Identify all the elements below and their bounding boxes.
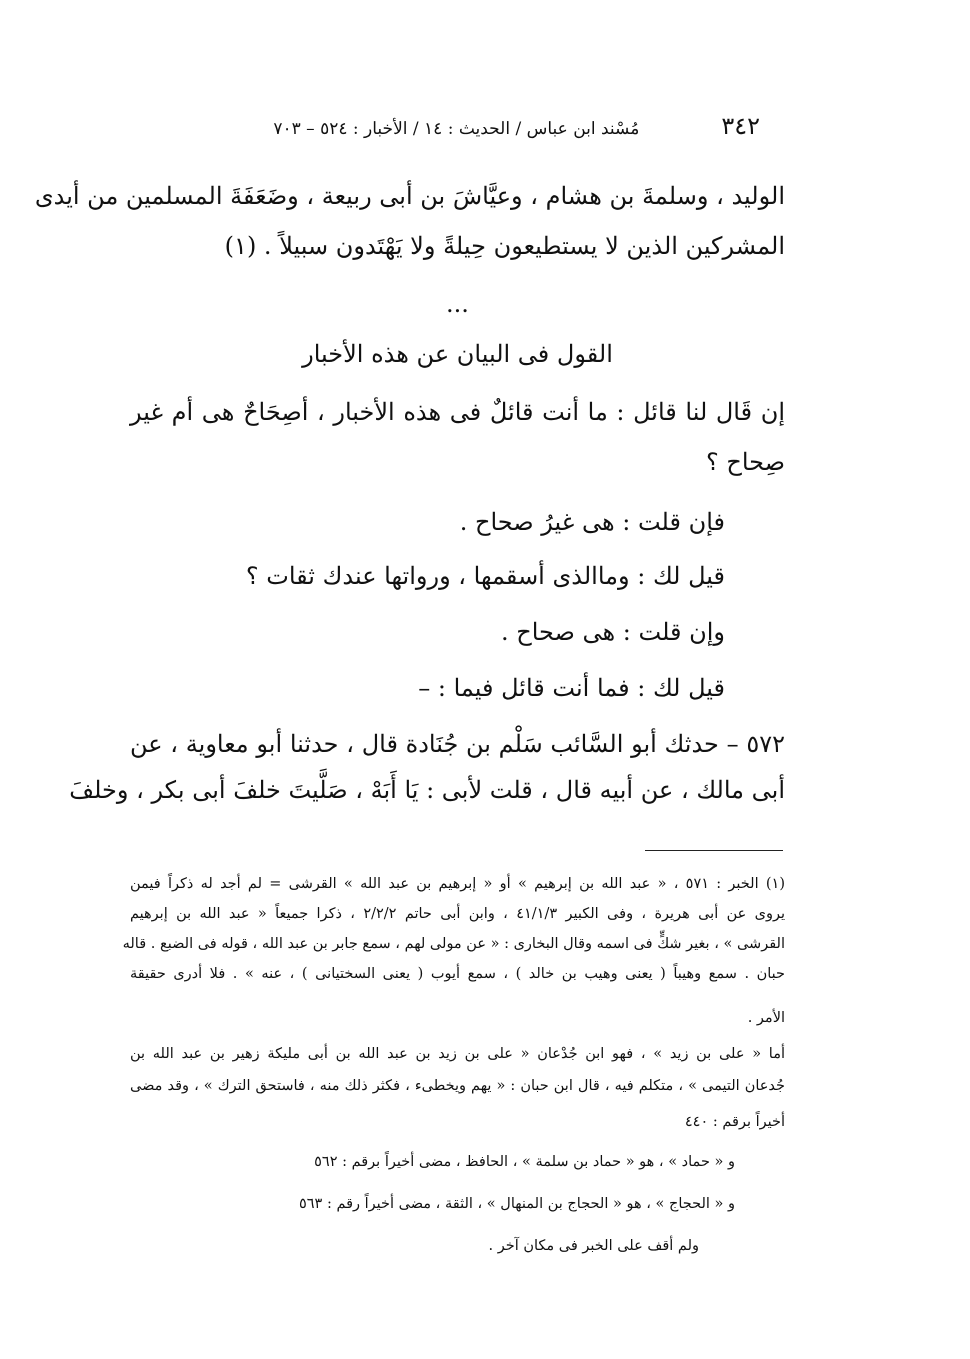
footnote-line: القرشى » ، بغير شكٍّ فى اسمه وقال البخارى : « عن مولى لهم ، سمع جابر بن عبد الله ، قوله فى الضبع . قاله <box>122 936 785 952</box>
footnote-line: أخيراً برقم : ٤٤٠ <box>684 1114 785 1130</box>
footnote-line: الأمر . <box>747 1010 785 1026</box>
section-heading: القول فى البيان عن هذه الأخبار <box>302 340 613 368</box>
section-separator: ... <box>446 290 469 318</box>
text-line: قيل لك : فما أنت قائل فيما : – <box>418 674 725 702</box>
hadith-line: ٥٧٢ – حدثك أبو السَّائب سَلْم بن جُنَادة قال ، حدثنا أبو معاوية ، عن <box>130 730 785 758</box>
footnote-line: و « الحجاج » ، هو « الحجاج بن المنهال » ، الثقة ، مضى أخيراً رقم : ٥٦٣ <box>298 1196 735 1212</box>
footnote-line: حبان . سمع وهيباً ( يعنى وهيب بن خالد ) ، سمع أيوب ( يعنى السختيانى ) ، عنه » . فلا أدرى حقيقة <box>130 966 785 982</box>
text-line: إن قَال لنا قائل : ما أنت قائلٌ فى هذه الأخبار ، أصِحَاحٌ هى أم غير <box>130 398 785 426</box>
footnote-line: جُدعان التيمى » ، متكلم فيه ، قال ابن حبان : « يهم ويخطىء ، فكثر ذلك منه ، فاستحق الترك » ، وقد مضى <box>130 1078 785 1094</box>
footnote-line: يروى عن أبى هريرة ، وفى الكبير ٤١/١/٣ ، وابن أبى حاتم ٢/٢/٢ ، ذكرا جميعاً « عبد الله بن إبرهيم <box>130 906 786 922</box>
running-head: مُسْند ابن عباس / الحديث : ١٤ / الأخبار : ٥٢٤ – ٧٠٣ <box>273 119 640 139</box>
footnote-line: أما « على بن زيد » ، فهو ابن جُدْعان « على بن زيد بن عبد الله بن أبى مليكة زهير بن عبد الله بن <box>130 1046 785 1062</box>
text-line: فإن قلت : هى غيرُ صحاح . <box>459 508 725 536</box>
footnote-line: (١) الخبر : ٥٧١ ، « عبد الله بن إبرهيم » أو « إبرهيم بن عبد الله » القرشى = لم أجد له ذكراً فيمن <box>130 876 785 892</box>
footnote-line: ولم أقف على الخبر فى مكان آخر . <box>488 1238 699 1254</box>
text-line: الوليد ، وسلمةَ بن هشام ، وعيَّاشَ بن أبى ربيعة ، وضَعَفَةَ المسلمين من أيدى <box>34 182 785 210</box>
page-number: ٣٤٢ <box>721 112 760 140</box>
text-line: قيل لك : وماالذى أسقمها ، ورواتها عندك ثقات ؟ <box>245 562 725 590</box>
text-line: صِحاح ؟ <box>705 448 785 476</box>
hadith-line: أبى مالك ، عن أبيه قال ، قلت لأبى : يَا أَبَهْ ، صَلَّيتَ خلفَ أبى بكر ، وخلفَ <box>69 776 785 804</box>
footnote-line: و « حماد » ، هو « حماد بن سلمة » ، الحافظ ، مضى أخيراً برقم : ٥٦٢ <box>314 1154 735 1170</box>
text-line: وإن قلت : هى صحاح . <box>500 618 725 646</box>
text-line: المشركين الذين لا يستطيعون حِيلةً ولا يَهْتَدون سبيلاً . (١) <box>224 232 785 260</box>
footnotes <box>34 0 786 1300</box>
